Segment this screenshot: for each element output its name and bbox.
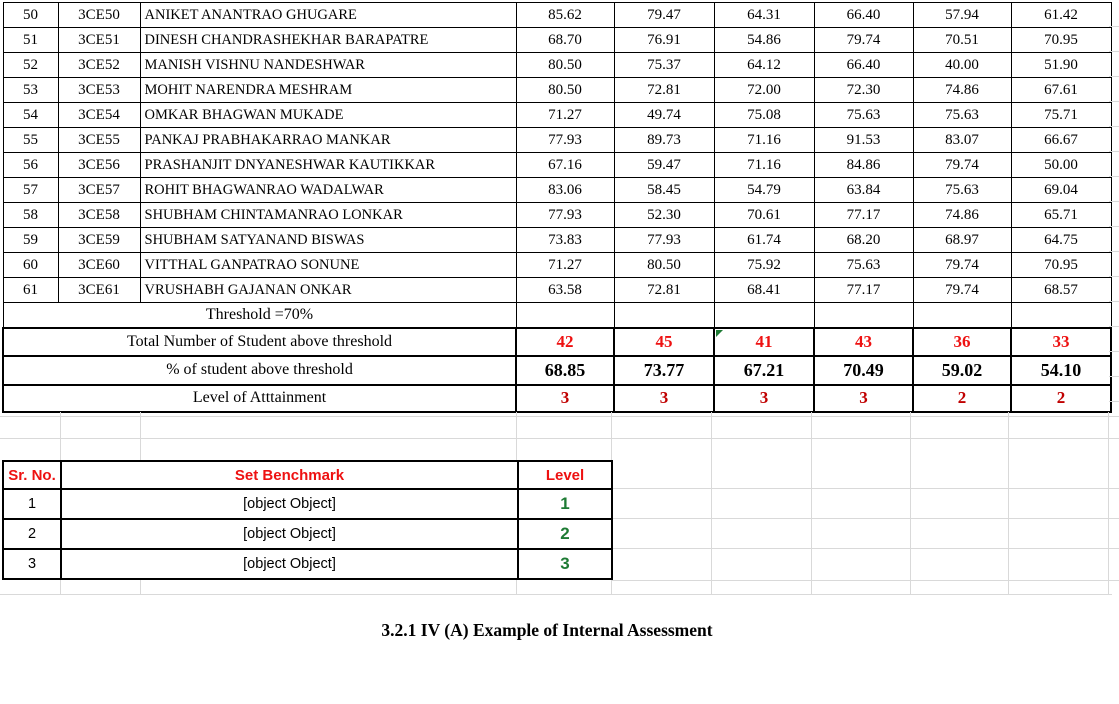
cell-sr-no[interactable]: 60 [3, 253, 58, 278]
cell-score[interactable]: 75.63 [814, 253, 913, 278]
cell-score[interactable]: 70.95 [1011, 253, 1111, 278]
cell-score[interactable]: 66.40 [814, 3, 913, 28]
gridline [60, 412, 61, 460]
percent-above-threshold-row [3, 356, 1111, 385]
cell-roll-no[interactable]: 3CE53 [58, 78, 140, 103]
cell-score[interactable]: 51.90 [1011, 53, 1111, 78]
cell-score[interactable]: 72.00 [714, 78, 814, 103]
cell-score[interactable]: 54.79 [714, 178, 814, 203]
cell-score[interactable]: 77.93 [614, 228, 714, 253]
cell-score[interactable]: 74.86 [913, 203, 1011, 228]
percent-value-cell[interactable]: 67.21 [714, 356, 814, 385]
cell-score[interactable]: 72.81 [614, 278, 714, 303]
student-row [3, 3, 1111, 28]
cell-empty[interactable] [714, 303, 814, 328]
cell-score[interactable]: 77.17 [814, 278, 913, 303]
cell-score[interactable]: 70.61 [714, 203, 814, 228]
cell-score[interactable]: 75.63 [913, 103, 1011, 128]
cell-student-name[interactable]: SHUBHAM CHINTAMANRAO LONKAR [140, 203, 516, 228]
level-of-attainment-row [3, 385, 1111, 412]
cell-empty[interactable] [614, 303, 714, 328]
cell-roll-no[interactable]: 3CE50 [58, 3, 140, 28]
benchmark-sr-cell[interactable]: 1 [3, 489, 61, 519]
gridline [611, 488, 1119, 489]
cell-score[interactable]: 75.08 [714, 103, 814, 128]
cell-score[interactable]: 80.50 [516, 53, 614, 78]
cell-sr-no[interactable]: 54 [3, 103, 58, 128]
cell-score[interactable]: 68.20 [814, 228, 913, 253]
cell-score[interactable]: 67.61 [1011, 78, 1111, 103]
cell-score[interactable]: 84.86 [814, 153, 913, 178]
cell-score[interactable]: 77.93 [516, 203, 614, 228]
total-value-cell[interactable] [714, 328, 814, 356]
gridline [516, 580, 517, 594]
benchmark-sr-cell[interactable]: 3 [3, 549, 61, 579]
gridline [140, 580, 141, 594]
cell-sr-no[interactable]: 50 [3, 3, 58, 28]
student-row [3, 128, 1111, 153]
cell-score[interactable]: 79.74 [814, 28, 913, 53]
cell-score[interactable]: 83.06 [516, 178, 614, 203]
cell-score[interactable]: 68.41 [714, 278, 814, 303]
benchmark-text-cell[interactable]: [object Object] [61, 489, 518, 519]
cell-score[interactable]: 68.97 [913, 228, 1011, 253]
cell-score[interactable]: 77.93 [516, 128, 614, 153]
cell-score[interactable]: 79.74 [913, 153, 1011, 178]
level-value-cell[interactable]: 3 [714, 385, 814, 412]
level-label-cell[interactable]: Level of Atttainment [3, 385, 516, 412]
cell-student-name[interactable]: SHUBHAM SATYANAND BISWAS [140, 228, 516, 253]
cell-score[interactable]: 85.62 [516, 3, 614, 28]
cell-score[interactable]: 75.63 [814, 103, 913, 128]
cell-score[interactable]: 76.91 [614, 28, 714, 53]
gridline [0, 438, 1119, 439]
cell-score[interactable]: 70.51 [913, 28, 1011, 53]
cell-student-name[interactable]: PRASHANJIT DNYANESHWAR KAUTIKKAR [140, 153, 516, 178]
caption: 3.2.1 IV (A) Example of Internal Assessment [381, 620, 713, 640]
student-row [3, 253, 1111, 278]
cell-score[interactable]: 71.16 [714, 128, 814, 153]
cell-roll-no[interactable]: 3CE54 [58, 103, 140, 128]
percent-value-cell[interactable]: 70.49 [814, 356, 913, 385]
cell-roll-no[interactable]: 3CE59 [58, 228, 140, 253]
cell-score[interactable]: 61.74 [714, 228, 814, 253]
cell-empty[interactable] [913, 303, 1011, 328]
cell-score[interactable]: 91.53 [814, 128, 913, 153]
level-value-cell[interactable]: 3 [814, 385, 913, 412]
cell-score[interactable]: 64.31 [714, 3, 814, 28]
cell-score[interactable]: 80.50 [614, 253, 714, 278]
level-value-cell[interactable]: 3 [516, 385, 614, 412]
cell-score[interactable]: 77.17 [814, 203, 913, 228]
student-row [3, 78, 1111, 103]
comment-flag-icon [716, 330, 723, 337]
benchmark-level-cell[interactable]: 2 [518, 519, 612, 549]
cell-sr-no[interactable]: 51 [3, 28, 58, 53]
cell-score[interactable]: 65.71 [1011, 203, 1111, 228]
cell-score[interactable]: 68.57 [1011, 278, 1111, 303]
total-value-cell[interactable]: 43 [814, 328, 913, 356]
cell-roll-no[interactable]: 3CE61 [58, 278, 140, 303]
benchmark-row [3, 549, 612, 579]
cell-score[interactable]: 79.74 [913, 253, 1011, 278]
cell-score[interactable]: 83.07 [913, 128, 1011, 153]
cell-score[interactable]: 79.74 [913, 278, 1011, 303]
student-row [3, 53, 1111, 78]
student-row [3, 203, 1111, 228]
cell-empty[interactable] [516, 303, 614, 328]
cell-score[interactable]: 54.86 [714, 28, 814, 53]
cell-student-name[interactable]: ANIKET ANANTRAO GHUGARE [140, 3, 516, 28]
cell-roll-no[interactable]: 3CE52 [58, 53, 140, 78]
gridline [1109, 2, 1119, 411]
total-value: 41 [755, 331, 773, 351]
total-value-cell[interactable]: 42 [516, 328, 614, 356]
total-value-cell[interactable]: 33 [1011, 328, 1111, 356]
cell-score[interactable]: 58.45 [614, 178, 714, 203]
cell-score[interactable]: 69.04 [1011, 178, 1111, 203]
cell-score[interactable]: 61.42 [1011, 3, 1111, 28]
gridline [0, 416, 1119, 417]
cell-score[interactable]: 75.37 [614, 53, 714, 78]
cell-score[interactable]: 75.63 [913, 178, 1011, 203]
cell-score[interactable]: 71.16 [714, 153, 814, 178]
level-value-cell[interactable]: 2 [1011, 385, 1111, 412]
cell-score[interactable]: 50.00 [1011, 153, 1111, 178]
gridline [1008, 412, 1009, 594]
benchmark-text-cell[interactable]: [object Object] [61, 549, 518, 579]
benchmark-row [3, 519, 612, 549]
benchmark-sr-cell[interactable]: 2 [3, 519, 61, 549]
student-row [3, 178, 1111, 203]
cell-score[interactable]: 49.74 [614, 103, 714, 128]
cell-score[interactable]: 64.12 [714, 53, 814, 78]
total-above-threshold-row [3, 328, 1111, 356]
total-value-cell[interactable]: 45 [614, 328, 714, 356]
total-value-cell[interactable]: 36 [913, 328, 1011, 356]
cell-score[interactable]: 63.84 [814, 178, 913, 203]
cell-roll-no[interactable]: 3CE57 [58, 178, 140, 203]
gridline [0, 594, 1112, 595]
cell-score[interactable]: 75.92 [714, 253, 814, 278]
cell-roll-no[interactable]: 3CE51 [58, 28, 140, 53]
cell-score[interactable]: 71.27 [516, 103, 614, 128]
student-row [3, 103, 1111, 128]
gridline [60, 580, 61, 594]
threshold-row [3, 303, 1111, 328]
cell-score[interactable]: 71.27 [516, 253, 614, 278]
cell-sr-no[interactable]: 52 [3, 53, 58, 78]
gridline [811, 412, 812, 594]
cell-score[interactable]: 70.95 [1011, 28, 1111, 53]
cell-score[interactable]: 57.94 [913, 3, 1011, 28]
cell-score[interactable]: 74.86 [913, 78, 1011, 103]
cell-score[interactable]: 75.71 [1011, 103, 1111, 128]
benchmark-header-level[interactable]: Level [518, 461, 612, 489]
cell-student-name[interactable]: OMKAR BHAGWAN MUKADE [140, 103, 516, 128]
gridline [611, 580, 1119, 581]
gridline [140, 412, 141, 460]
cell-student-name[interactable]: MOHIT NARENDRA MESHRAM [140, 78, 516, 103]
cell-student-name[interactable]: VRUSHABH GAJANAN ONKAR [140, 278, 516, 303]
benchmark-level-cell[interactable]: 3 [518, 549, 612, 579]
student-row [3, 228, 1111, 253]
cell-score[interactable]: 40.00 [913, 53, 1011, 78]
benchmark-table [2, 460, 613, 580]
cell-score[interactable]: 72.30 [814, 78, 913, 103]
cell-score[interactable]: 63.58 [516, 278, 614, 303]
student-row [3, 278, 1111, 303]
cell-sr-no[interactable]: 55 [3, 128, 58, 153]
cell-score[interactable]: 67.16 [516, 153, 614, 178]
gridline [910, 412, 911, 594]
cell-student-name[interactable]: ROHIT BHAGWANRAO WADALWAR [140, 178, 516, 203]
gridline [611, 518, 1119, 519]
cell-sr-no[interactable]: 61 [3, 278, 58, 303]
cell-sr-no[interactable]: 57 [3, 178, 58, 203]
cell-student-name[interactable]: MANISH VISHNU NANDESHWAR [140, 53, 516, 78]
percent-value-cell[interactable]: 59.02 [913, 356, 1011, 385]
gridline [711, 412, 712, 594]
percent-label-cell[interactable]: % of student above threshold [3, 356, 516, 385]
cell-student-name[interactable]: PANKAJ PRABHAKARRAO MANKAR [140, 128, 516, 153]
cell-roll-no[interactable]: 3CE60 [58, 253, 140, 278]
benchmark-header-sr[interactable]: Sr. No. [3, 461, 61, 489]
cell-score[interactable]: 89.73 [614, 128, 714, 153]
benchmark-header-benchmark[interactable]: Set Benchmark [61, 461, 518, 489]
cell-score[interactable]: 68.70 [516, 28, 614, 53]
cell-sr-no[interactable]: 53 [3, 78, 58, 103]
cell-empty[interactable] [814, 303, 913, 328]
cell-score[interactable]: 66.40 [814, 53, 913, 78]
percent-value-cell[interactable]: 73.77 [614, 356, 714, 385]
level-value-cell[interactable]: 2 [913, 385, 1011, 412]
cell-score[interactable]: 72.81 [614, 78, 714, 103]
cell-empty[interactable] [1011, 303, 1111, 328]
benchmark-level-cell[interactable]: 1 [518, 489, 612, 519]
cell-student-name[interactable]: DINESH CHANDRASHEKHAR BARAPATRE [140, 28, 516, 53]
cell-score[interactable]: 59.47 [614, 153, 714, 178]
total-label-cell[interactable]: Total Number of Student above threshold [3, 328, 516, 356]
benchmark-header-row [3, 461, 612, 489]
cell-score[interactable]: 66.67 [1011, 128, 1111, 153]
cell-score[interactable]: 52.30 [614, 203, 714, 228]
benchmark-text-cell[interactable]: [object Object] [61, 519, 518, 549]
cell-sr-no[interactable]: 59 [3, 228, 58, 253]
student-row [3, 28, 1111, 53]
cell-sr-no[interactable]: 58 [3, 203, 58, 228]
gridline [611, 548, 1119, 549]
student-row [3, 153, 1111, 178]
level-value-cell[interactable]: 3 [614, 385, 714, 412]
benchmark-row [3, 489, 612, 519]
percent-value-cell[interactable]: 54.10 [1011, 356, 1111, 385]
cell-score[interactable]: 73.83 [516, 228, 614, 253]
cell-roll-no[interactable]: 3CE58 [58, 203, 140, 228]
internal-assessment-table [2, 2, 1112, 413]
cell-student-name[interactable]: VITTHAL GANPATRAO SONUNE [140, 253, 516, 278]
cell-roll-no[interactable]: 3CE56 [58, 153, 140, 178]
percent-value-cell[interactable]: 68.85 [516, 356, 614, 385]
cell-score[interactable]: 64.75 [1011, 228, 1111, 253]
gridline [1108, 412, 1109, 594]
cell-score[interactable]: 79.47 [614, 3, 714, 28]
cell-sr-no[interactable]: 56 [3, 153, 58, 178]
gridline [516, 412, 517, 460]
cell-score[interactable]: 80.50 [516, 78, 614, 103]
threshold-label-cell[interactable]: Threshold =70% [3, 303, 516, 328]
cell-roll-no[interactable]: 3CE55 [58, 128, 140, 153]
